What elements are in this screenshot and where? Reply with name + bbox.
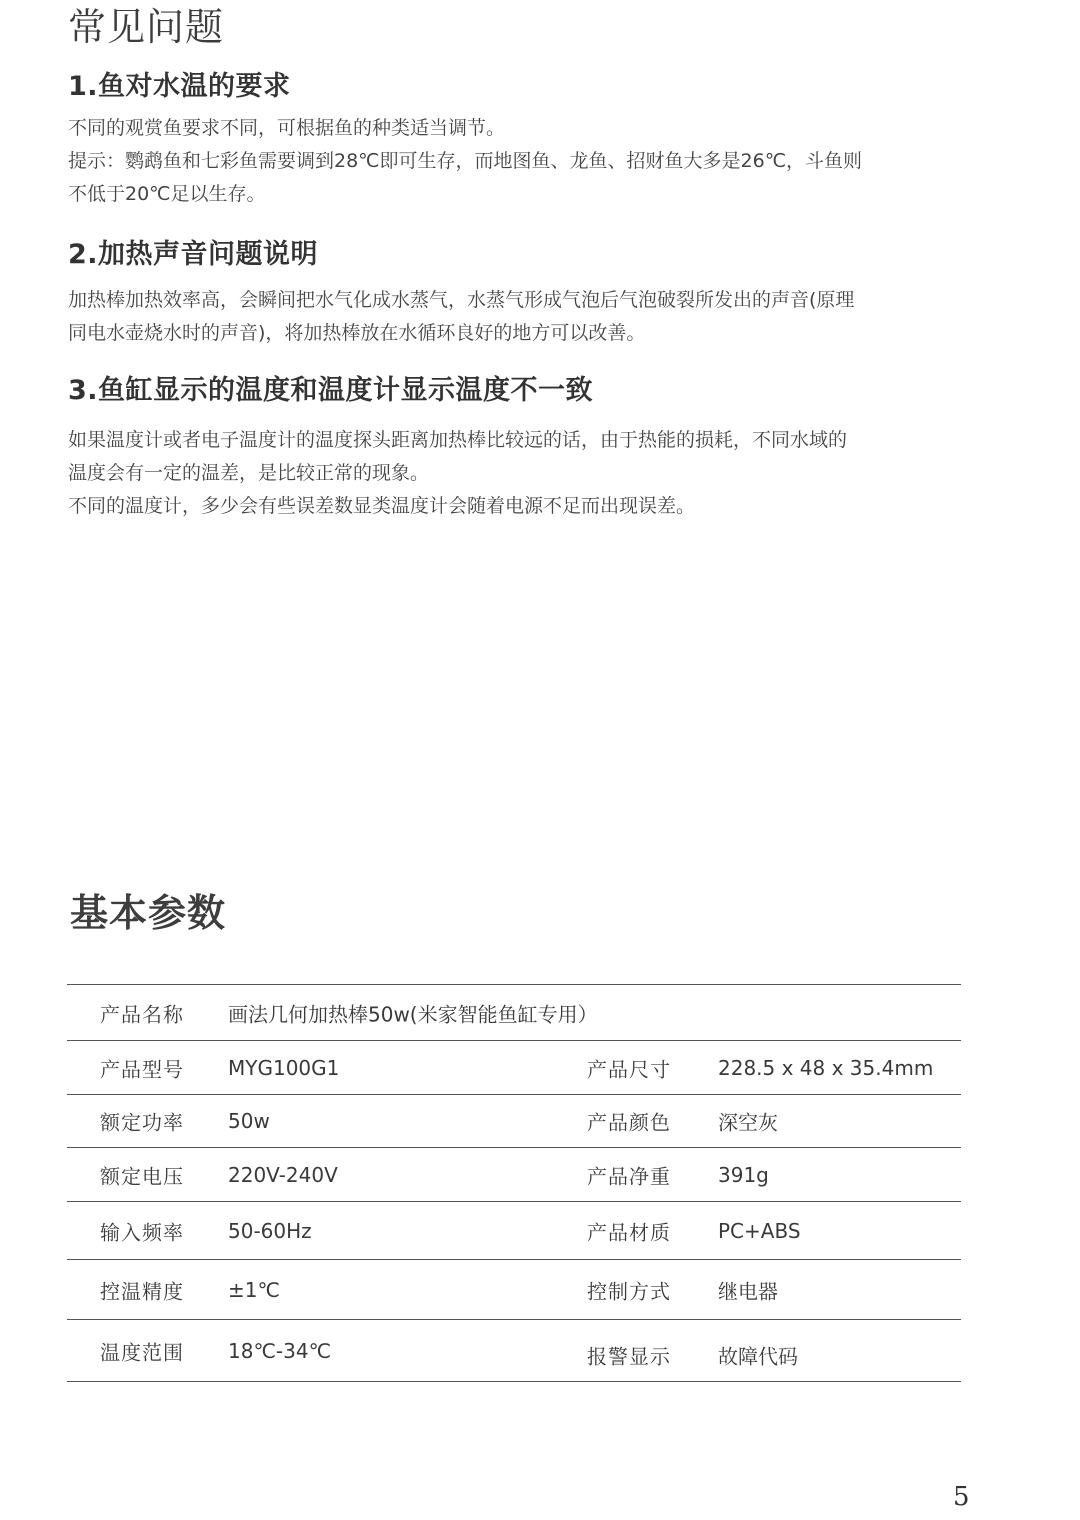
spec-label: 产品材质	[587, 1220, 671, 1244]
specs-title: 基本参数	[70, 891, 227, 935]
spec-label: 额定功率	[100, 1110, 184, 1135]
spec-row	[67, 1148, 961, 1202]
faq-heading: 1.鱼对水温的要求	[68, 71, 291, 102]
faq-heading: 3.鱼缸显示的温度和温度计显示温度不一致	[68, 375, 594, 406]
faq-item-water-temperature	[68, 70, 968, 211]
spec-value: PC+ABS	[718, 1218, 801, 1243]
faq-paragraph: 提示：鹦鹉鱼和七彩鱼需要调到28℃即可生存，而地图鱼、龙鱼、招财鱼大多是26℃，斗鱼则	[68, 150, 863, 172]
spec-label: 产品净重	[587, 1164, 671, 1188]
spec-value: 220V-240V	[228, 1162, 338, 1187]
specs-table	[67, 984, 961, 1382]
spec-row	[67, 1260, 961, 1320]
page-number: 5	[953, 1482, 970, 1512]
spec-value: MYG100G1	[228, 1055, 340, 1080]
spec-value: 深空灰	[718, 1110, 778, 1135]
spec-label: 产品名称	[100, 1002, 184, 1026]
faq-paragraph: 温度会有一定的温差，是比较正常的现象。	[68, 462, 430, 484]
spec-row	[67, 1202, 961, 1260]
spec-label: 额定电压	[100, 1164, 184, 1188]
faq-paragraph: 不同的温度计，多少会有些误差数显类温度计会随着电源不足而出现误差。	[68, 495, 696, 517]
spec-row	[67, 1041, 961, 1095]
faq-item-temperature-mismatch	[68, 374, 968, 523]
faq-item-heating-noise	[68, 238, 968, 350]
spec-row	[67, 1320, 961, 1382]
spec-value: 50-60Hz	[228, 1218, 312, 1243]
faq-title: 常见问题	[68, 5, 225, 49]
spec-label: 温度范围	[100, 1340, 184, 1364]
spec-value: 故障代码	[718, 1344, 798, 1369]
faq-paragraph: 如果温度计或者电子温度计的温度探头距离加热棒比较远的话，由于热能的损耗，不同水域的	[68, 429, 848, 451]
faq-heading: 2.加热声音问题说明	[68, 239, 319, 270]
faq-paragraph: 不同的观赏鱼要求不同，可根据鱼的种类适当调节。	[68, 117, 506, 139]
faq-paragraph: 同电水壶烧水时的声音)，将加热棒放在水循环良好的地方可以改善。	[68, 322, 646, 344]
spec-label: 控温精度	[100, 1279, 184, 1303]
faq-paragraph: 不低于20℃足以生存。	[68, 183, 266, 205]
spec-row	[67, 1095, 961, 1148]
spec-value: 391g	[718, 1162, 769, 1187]
spec-value: 228.5 x 48 x 35.4mm	[718, 1055, 934, 1080]
spec-value: 18℃-34℃	[228, 1338, 332, 1363]
spec-row-product-name	[67, 985, 961, 1041]
spec-value: 继电器	[718, 1279, 778, 1303]
spec-value: 50w	[228, 1109, 270, 1133]
faq-paragraph: 加热棒加热效率高，会瞬间把水气化成水蒸气，水蒸气形成气泡后气泡破裂所发出的声音(原理	[68, 289, 855, 311]
spec-label: 产品尺寸	[587, 1057, 671, 1081]
spec-label: 报警显示	[587, 1344, 671, 1369]
spec-label: 产品型号	[100, 1057, 184, 1081]
spec-label: 输入频率	[100, 1220, 184, 1244]
spec-value: 画法几何加热棒50w(米家智能鱼缸专用）	[228, 1002, 598, 1026]
spec-label: 产品颜色	[587, 1110, 671, 1135]
spec-label: 控制方式	[587, 1279, 671, 1303]
spec-value: ±1℃	[228, 1277, 280, 1302]
